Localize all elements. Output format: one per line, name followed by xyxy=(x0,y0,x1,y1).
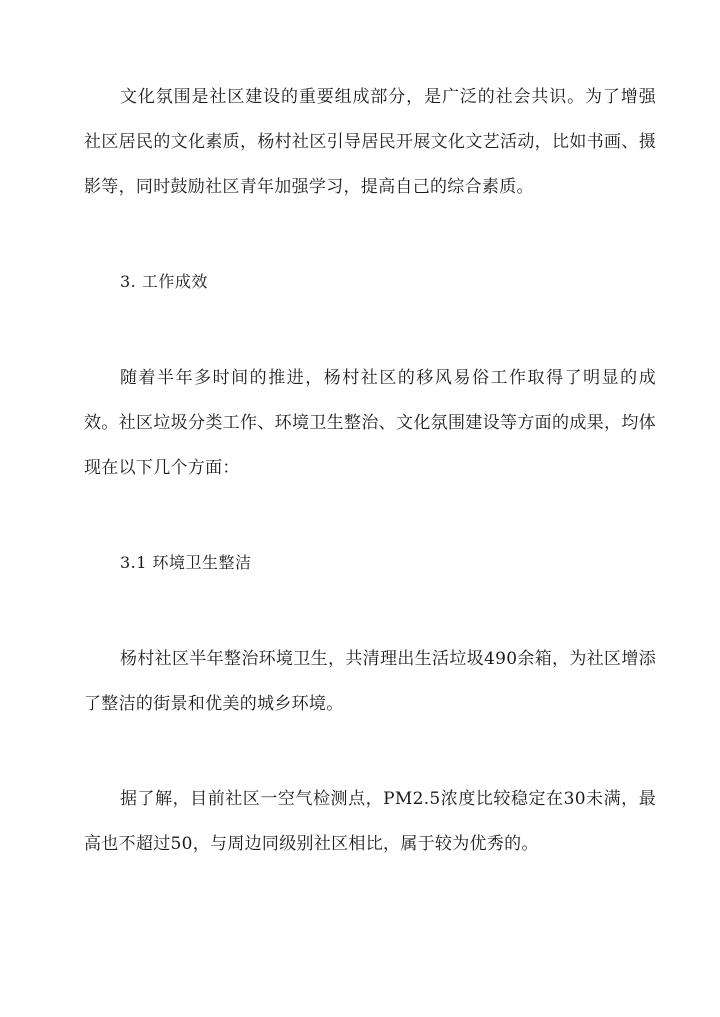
paragraph-air-quality: 据了解，目前社区一空气检测点，PM2.5浓度比较稳定在30未满，最高也不超过50，与周边同级别社区相比，属于较为优秀的。 xyxy=(84,789,656,854)
paragraph-environment: 杨村社区半年整治环境卫生，共清理出生活垃圾490余箱，为社区增添了整洁的街景和优美的城乡环境。 xyxy=(84,649,656,714)
paragraph-culture: 文化氛围是社区建设的重要组成部分，是广泛的社会共识。为了增强社区居民的文化素质，杨村社区引导居民开展文化文艺活动，比如书画、摄影等，同时鼓励社区青年加强学习，提高自己的综合素质。 xyxy=(84,87,656,197)
paragraph-work-results: 随着半年多时间的推进，杨村社区的移风易俗工作取得了明显的成效。社区垃圾分类工作、环境卫生整治、文化氛围建设等方面的成果，均体现在以下几个方面： xyxy=(84,368,656,478)
subsection-heading-environment: 3.1 环境卫生整洁 xyxy=(120,553,252,572)
section-heading-work-results: 3. 工作成效 xyxy=(120,272,208,291)
